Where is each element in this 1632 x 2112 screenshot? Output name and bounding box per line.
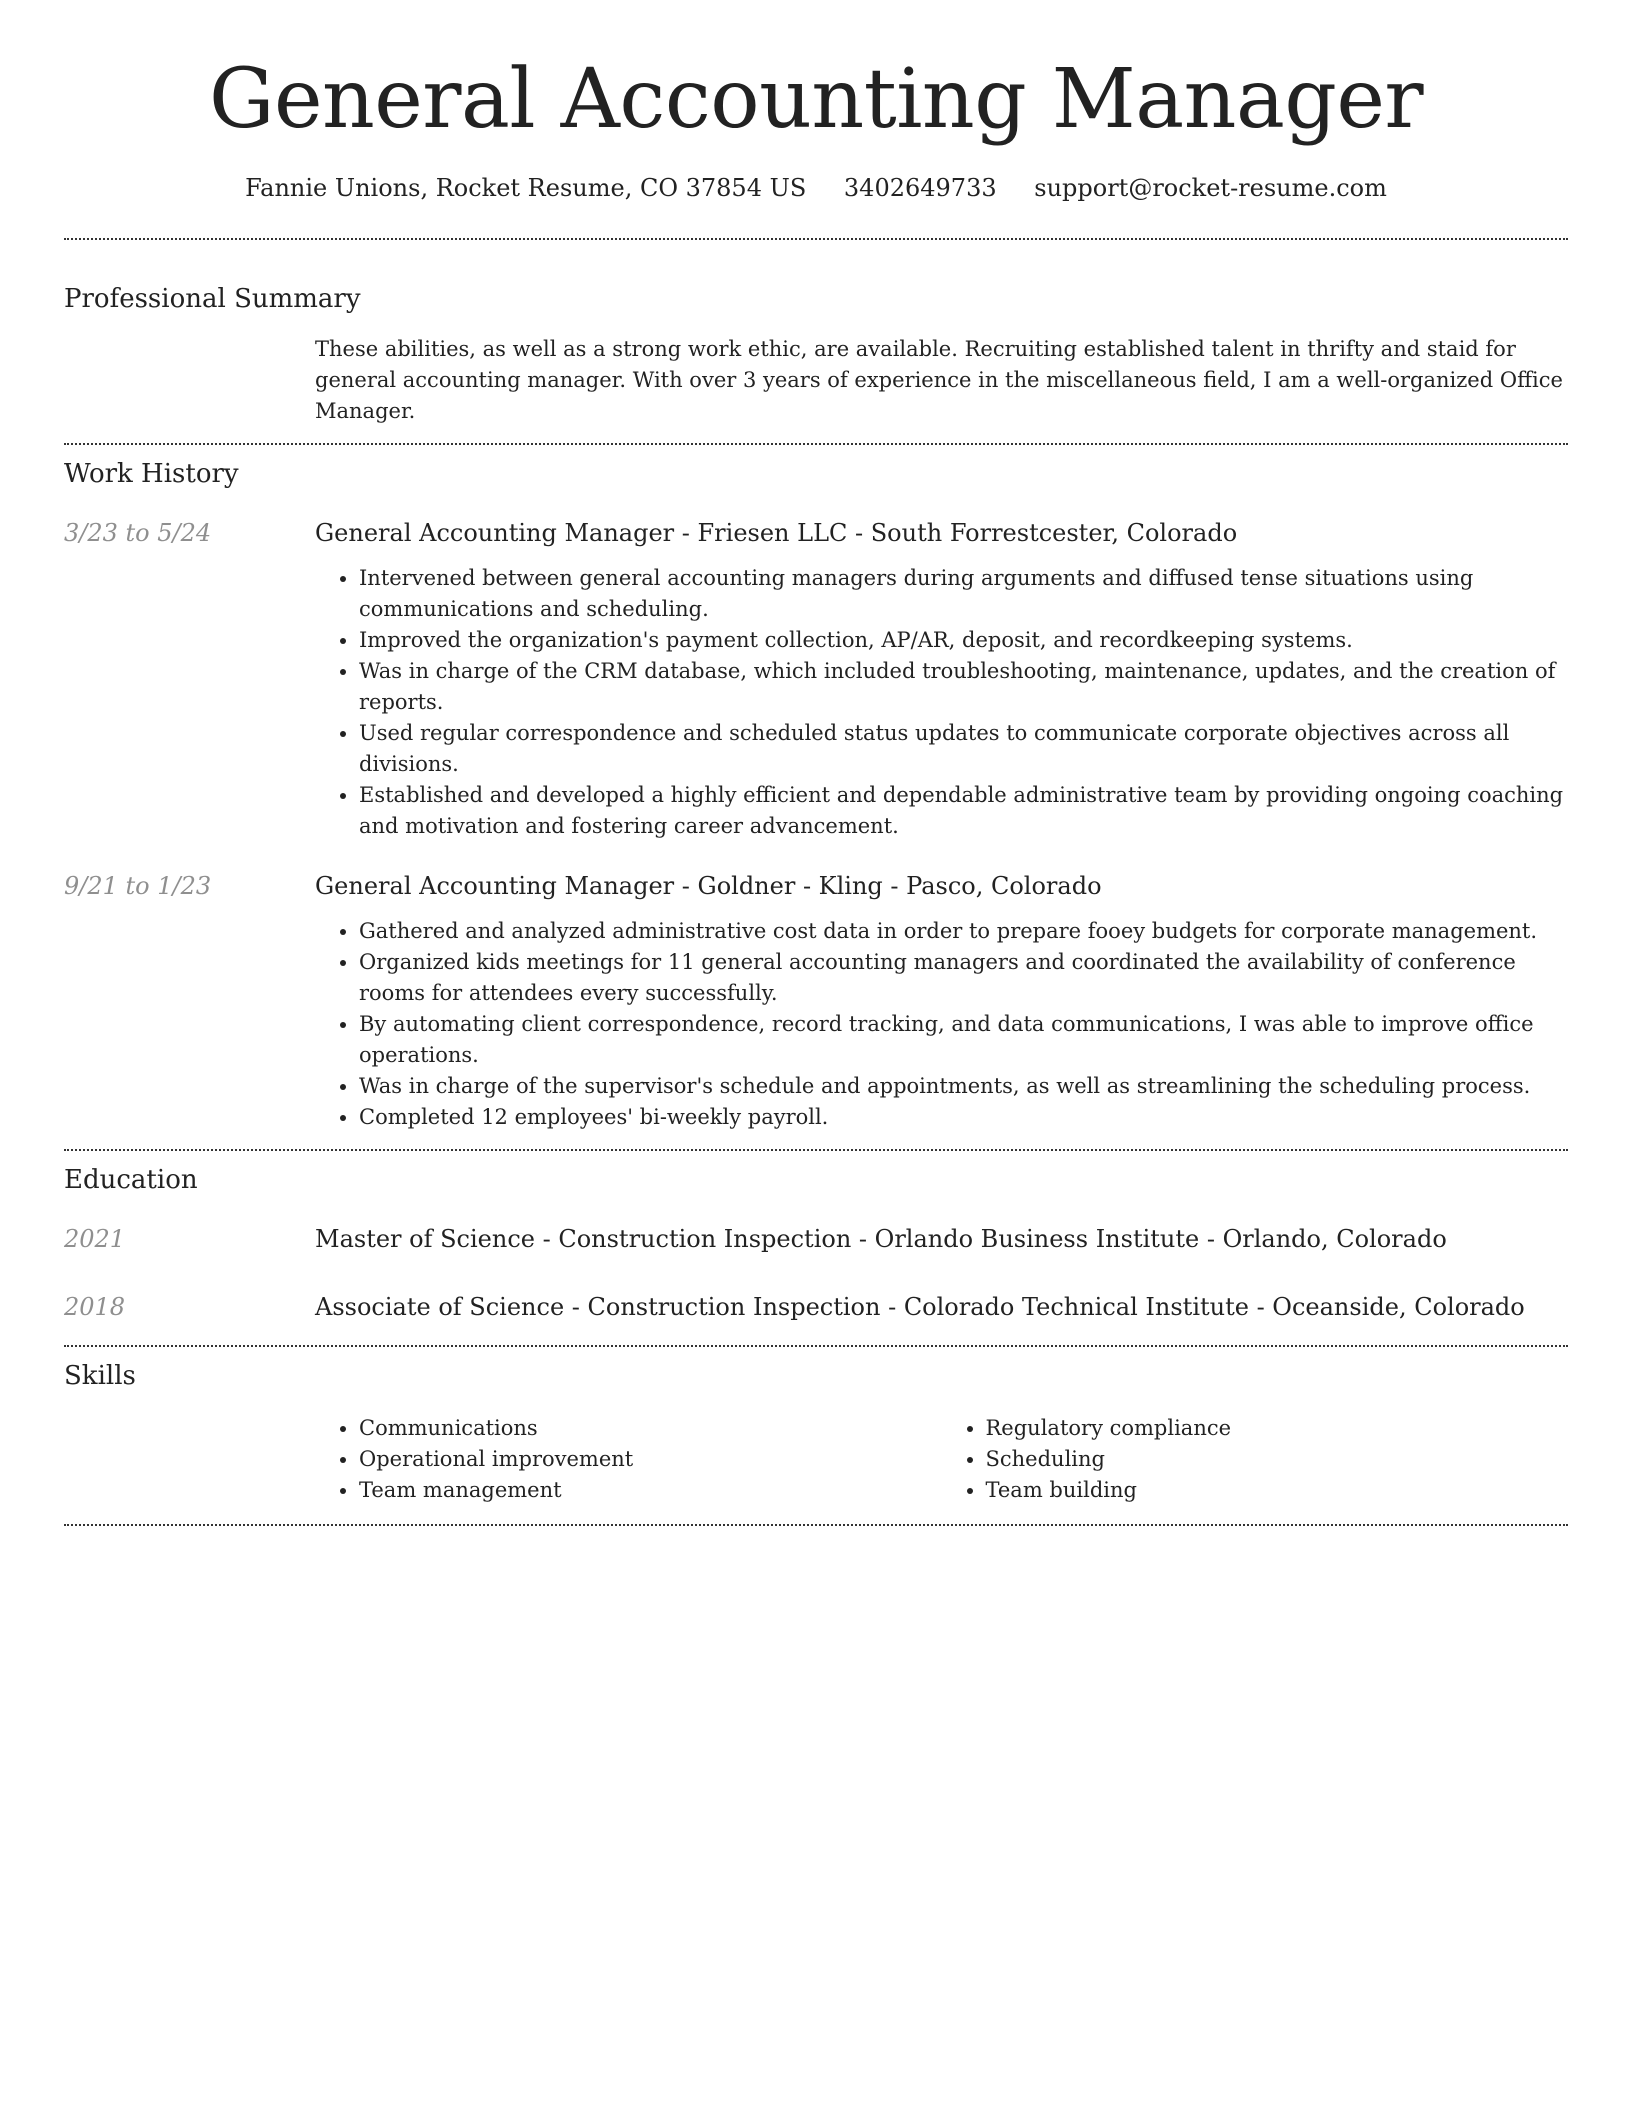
job-body bbox=[315, 870, 1568, 1133]
job-bullet: • Was in charge of the supervisor's schedule and appointments, as well as streamlining the scheduling process. bbox=[359, 1071, 1568, 1102]
spacer bbox=[64, 1133, 1568, 1149]
job-bullet: • Intervened between general accounting managers during arguments and diffused tense situations using communications and scheduling. bbox=[359, 563, 1568, 625]
skill-item: • Team building bbox=[986, 1475, 1569, 1506]
contact-line bbox=[64, 172, 1568, 204]
skill-item: • Operational improvement bbox=[359, 1444, 942, 1475]
section-title-work: Work History bbox=[64, 459, 239, 489]
job-bullet: • Completed 12 employees' bi-weekly payroll. bbox=[359, 1102, 1568, 1133]
skill-item: • Scheduling bbox=[986, 1444, 1569, 1475]
education-title: Associate of Science - Construction Inspection - Colorado Technical Institute - Oceanside, Colorado bbox=[315, 1293, 1525, 1321]
summary-text: These abilities, as well as a strong work ethic, are available. Recruiting established talent in thrifty and staid for general accounting manager. With over 3 years of experience in the miscellaneous field, I am a well-organized Office Manager. bbox=[315, 337, 1563, 423]
education-title: Master of Science - Construction Inspection - Orlando Business Institute - Orlando, Colorado bbox=[315, 1225, 1447, 1253]
spacer bbox=[64, 1323, 1568, 1345]
contact-email: support@rocket-resume.com bbox=[1034, 174, 1387, 202]
job-bullets bbox=[315, 916, 1568, 1133]
job-body bbox=[315, 517, 1568, 842]
spacer bbox=[64, 1506, 1568, 1524]
job-bullet: • Used regular correspondence and scheduled status updates to communicate corporate objectives across all divisions. bbox=[359, 718, 1568, 780]
education-entry bbox=[64, 1291, 1568, 1323]
job-bullet: • By automating client correspondence, record tracking, and data communications, I was able to improve office operations. bbox=[359, 1009, 1568, 1071]
skill-item: • Regulatory compliance bbox=[986, 1413, 1569, 1444]
work-history-section bbox=[64, 445, 1568, 1149]
skill-item: • Communications bbox=[359, 1413, 942, 1444]
job-title: General Accounting Manager - Friesen LLC - South Forrestcester, Colorado bbox=[315, 519, 1238, 547]
professional-summary-section bbox=[64, 240, 1568, 443]
job-dates: 9/21 to 1/23 bbox=[64, 872, 212, 900]
job-title: General Accounting Manager - Goldner - Kling - Pasco, Colorado bbox=[315, 872, 1102, 900]
contact-address: Fannie Unions, Rocket Resume, CO 37854 US bbox=[245, 174, 807, 202]
resume-header bbox=[64, 0, 1568, 204]
skills-column-right bbox=[942, 1413, 1569, 1506]
skills-column-left bbox=[315, 1413, 942, 1506]
skills-grid bbox=[315, 1413, 1568, 1506]
skills-section bbox=[64, 1347, 1568, 1524]
education-entry bbox=[64, 1223, 1568, 1255]
education-year: 2021 bbox=[64, 1225, 126, 1253]
section-title-education: Education bbox=[64, 1165, 198, 1195]
job-bullet: • Improved the organization's payment collection, AP/AR, deposit, and recordkeeping systems. bbox=[359, 625, 1568, 656]
education-year: 2018 bbox=[64, 1293, 126, 1321]
education-section bbox=[64, 1151, 1568, 1345]
job-entry bbox=[64, 517, 1568, 842]
section-title-summary: Professional Summary bbox=[64, 284, 361, 314]
section-divider bbox=[64, 1524, 1568, 1526]
job-bullet: • Gathered and analyzed administrative cost data in order to prepare fooey budgets for corporate management. bbox=[359, 916, 1568, 947]
job-dates: 3/23 to 5/24 bbox=[64, 519, 212, 547]
job-entry bbox=[64, 870, 1568, 1133]
job-bullets bbox=[315, 563, 1568, 842]
resume-title: General Accounting Manager bbox=[208, 52, 1424, 147]
job-bullet: • Organized kids meetings for 11 general accounting managers and coordinated the availability of conference rooms for attendees every successfully. bbox=[359, 947, 1568, 1009]
contact-phone: 3402649733 bbox=[843, 174, 997, 202]
job-bullet: • Was in charge of the CRM database, which included troubleshooting, maintenance, updates, and the creation of reports. bbox=[359, 656, 1568, 718]
section-title-skills: Skills bbox=[64, 1361, 136, 1391]
skill-item: • Team management bbox=[359, 1475, 942, 1506]
job-bullet: • Established and developed a highly efficient and dependable administrative team by providing ongoing coaching and motivation and fostering career advancement. bbox=[359, 780, 1568, 842]
